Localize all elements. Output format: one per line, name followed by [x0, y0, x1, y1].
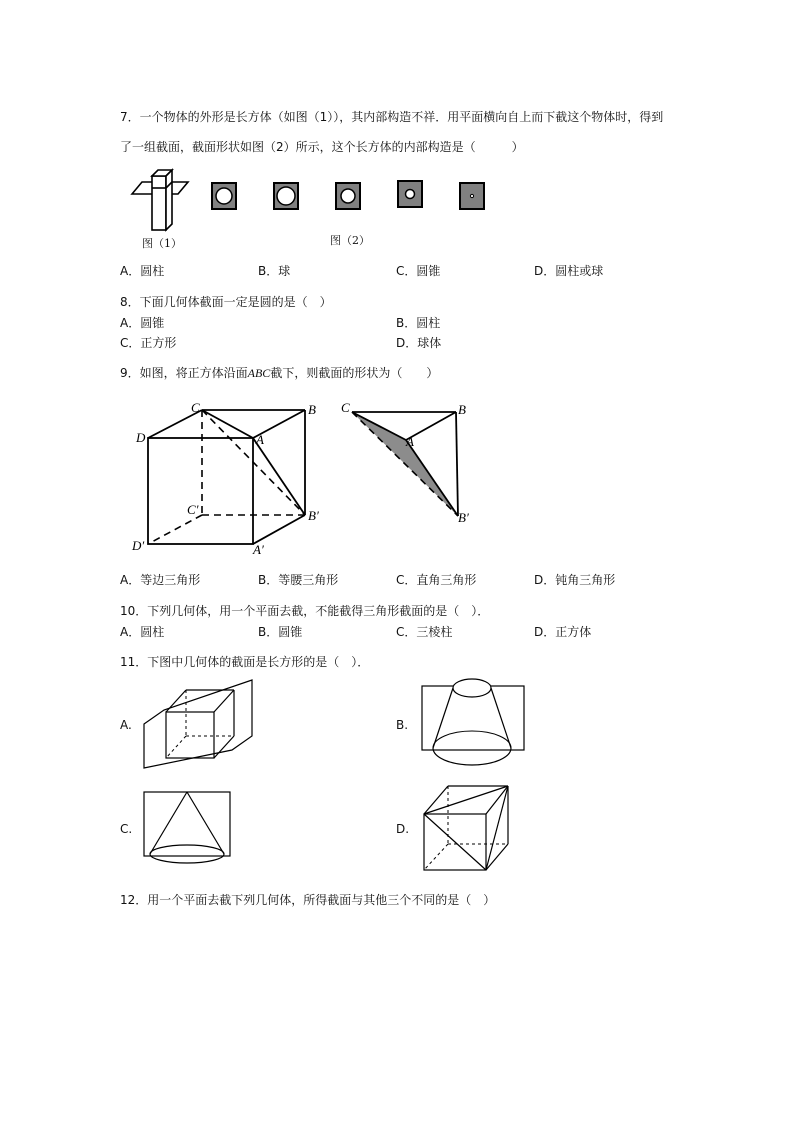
q7-option-b: B．球 [258, 264, 291, 278]
q9-cut-label-B1: B′ [458, 510, 469, 525]
q11-figure-d-cube-diagonal [420, 782, 512, 874]
q9-stem-post: 截下，则截面的形状为（ ） [270, 366, 439, 380]
q7-figure-2-sections [208, 180, 488, 212]
q11-figure-a-cube-oblique-plane [140, 678, 256, 770]
q8-option-a: A．圆锥 [120, 316, 165, 330]
q10-option-b: B．圆锥 [258, 625, 303, 639]
q7-stem-line2: 了一组截面，截面形状如图（2）所示，这个长方体的内部构造是（ ） [120, 140, 524, 154]
q11-figure-b-frustum [420, 676, 526, 770]
q12-stem: 12．用一个平面去截下列几何体，所得截面与其他三个不同的是（ ） [120, 893, 496, 907]
q8-option-c: C．正方形 [120, 336, 177, 350]
q9-stem [120, 366, 438, 380]
q10-stem: 10．下列几何体，用一个平面去截，不能截得三角形截面的是（ ）． [120, 604, 490, 618]
q8-option-d: D．球体 [396, 336, 442, 350]
q11-option-c-label: C. [120, 822, 133, 836]
q9-option-b: B．等腰三角形 [258, 573, 339, 587]
q11-option-d-label: D. [396, 822, 410, 836]
q9-label-A1: A′ [253, 542, 264, 557]
q9-label-A: A [256, 432, 264, 447]
q9-cut-label-A: A [406, 434, 414, 449]
q8-stem: 8．下面几何体截面一定是圆的是（ ） [120, 295, 332, 309]
q9-option-c: C．直角三角形 [396, 573, 477, 587]
q9-option-a: A．等边三角形 [120, 573, 201, 587]
q9-label-C1: C′ [187, 502, 199, 517]
q10-option-d: D．正方体 [534, 625, 592, 639]
q9-label-B: B [308, 402, 316, 417]
q9-label-D1: D′ [132, 538, 145, 553]
q9-label-C: C [191, 400, 200, 415]
q9-stem-abc: ABC [247, 366, 271, 380]
q8-option-b: B．圆柱 [396, 316, 441, 330]
q11-option-b-label: B. [396, 718, 409, 732]
q9-label-B1: B′ [308, 508, 319, 523]
q11-figure-c-cone [142, 786, 232, 866]
q9-cube-figure [130, 398, 330, 560]
q10-option-a: A．圆柱 [120, 625, 165, 639]
q9-cut-pyramid-figure [338, 398, 478, 528]
q7-fig1-caption: 图（1） [142, 237, 182, 250]
q11-stem: 11．下图中几何体的截面是长方形的是（ ）． [120, 655, 370, 669]
q9-option-d: D．钝角三角形 [534, 573, 616, 587]
q10-option-c: C．三棱柱 [396, 625, 453, 639]
q9-label-D: D [136, 430, 146, 445]
q11-option-a-label: A. [120, 718, 132, 732]
q7-figure-1-cuboid [130, 168, 190, 232]
q9-cut-label-C: C [341, 400, 350, 415]
q9-stem-pre: 9．如图，将正方体沿面 [120, 366, 248, 380]
q7-option-d: D．圆柱或球 [534, 264, 604, 278]
q7-option-c: C．圆锥 [396, 264, 441, 278]
q7-stem-line1: 7．一个物体的外形是长方体（如图（1）），其内部构造不祥．用平面横向自上而下截这个物体时，得到 [120, 110, 664, 124]
q7-option-a: A．圆柱 [120, 264, 165, 278]
q7-fig2-caption: 图（2） [330, 234, 370, 247]
q9-cut-label-B: B [458, 402, 466, 417]
